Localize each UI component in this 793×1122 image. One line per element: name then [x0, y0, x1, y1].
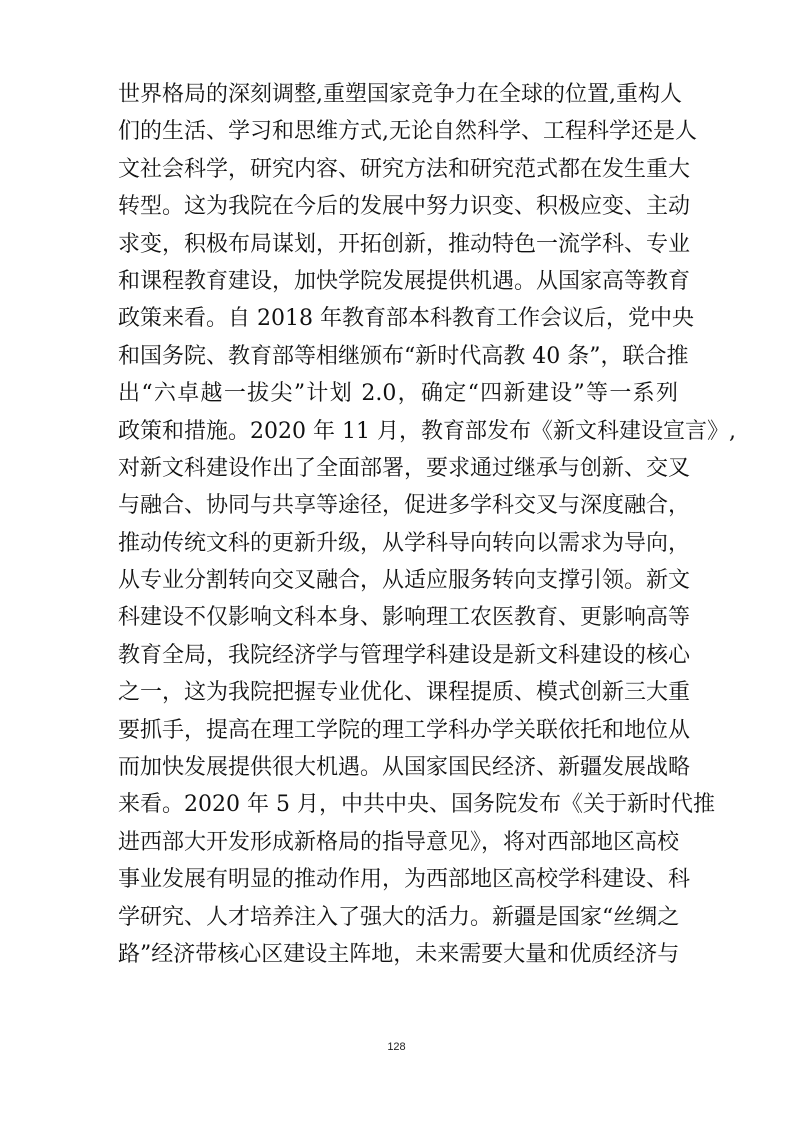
- text-line: 而加快发展提供很大机遇。从国家国民经济、新疆发展战略: [118, 755, 691, 781]
- text-line: 来看。2020 年 5 月，中共中央、国务院发布《关于新时代推: [118, 792, 715, 818]
- text-line: 出“六卓越一拔尖”计划 2.0，确定“四新建设”等一系列: [118, 381, 678, 407]
- text-line: 科建设不仅影响文科本身、影响理工农医教育、更影响高等: [118, 605, 691, 631]
- body-text: [118, 76, 736, 973]
- text-line: 教育全局，我院经济学与管理学科建设是新文科建设的核心: [118, 642, 691, 668]
- text-line: 求变，积极布局谋划，开拓创新，推动特色一流学科、专业: [118, 231, 691, 257]
- text-line: 与融合、协同与共享等途径，促进多学科交叉与深度融合，: [118, 493, 691, 519]
- text-line: 对新文科建设作出了全面部署，要求通过继承与创新、交叉: [118, 455, 691, 481]
- text-line: 之一，这为我院把握专业优化、课程提质、模式创新三大重: [118, 680, 691, 706]
- text-line: 们的生活、学习和思维方式,无论自然科学、工程科学还是人: [118, 119, 697, 145]
- text-line: 政策来看。自 2018 年教育部本科教育工作会议后，党中央: [118, 306, 694, 332]
- text-line: 推动传统文科的更新升级，从学科导向转向以需求为导向，: [118, 530, 691, 556]
- text-line: 和国务院、教育部等相继颁布“新时代高教 40 条”，联合推: [118, 343, 689, 369]
- text-line: 学研究、人才培养注入了强大的活力。新疆是国家“丝绸之: [118, 904, 680, 930]
- text-line: 路”经济带核心区建设主阵地，未来需要大量和优质经济与: [118, 941, 680, 967]
- text-line: 文社会科学，研究内容、研究方法和研究范式都在发生重大: [118, 156, 691, 182]
- text-line: 进西部大开发形成新格局的指导意见》，将对西部地区高校: [118, 829, 680, 855]
- text-line: 政策和措施。2020 年 11 月，教育部发布《新文科建设宣言》,: [118, 418, 736, 444]
- text-line: 从专业分割转向交叉融合，从适应服务转向支撑引领。新文: [118, 568, 691, 594]
- text-line: 和课程教育建设，加快学院发展提供机遇。从国家高等教育: [118, 268, 691, 294]
- text-line: 世界格局的深刻调整,重塑国家竞争力在全球的位置,重构人: [118, 82, 682, 107]
- page-number: 128: [387, 1041, 406, 1053]
- text-line: 转型。这为我院在今后的发展中努力识变、积极应变、主动: [118, 194, 691, 220]
- text-line: 事业发展有明显的推动作用，为西部地区高校学科建设、科: [118, 867, 691, 893]
- text-line: 要抓手，提高在理工学院的理工学科办学关联依托和地位从: [118, 717, 691, 743]
